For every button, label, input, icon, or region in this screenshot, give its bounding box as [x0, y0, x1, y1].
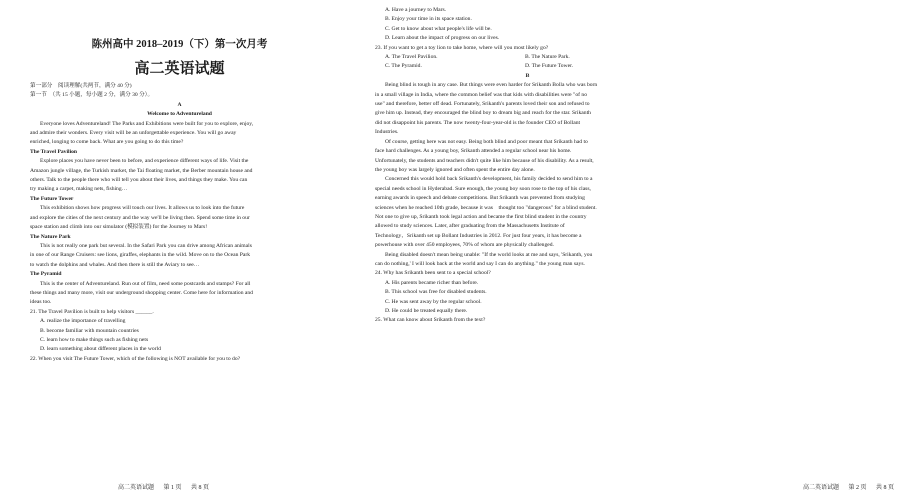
text-line: Not one to give up, Srikanth took legal action and became the first blind student in the country — [375, 213, 587, 220]
q22-options — [375, 6, 680, 53]
text-line: did not disappoint his parents. The now twenty-four-year-old is the founder CEO of Bollant — [375, 119, 581, 126]
text-line: 25. What can know about Srikanth from the text? — [375, 317, 486, 324]
answer-option: B. become familiar with mountain countries — [40, 327, 139, 334]
option-a: A. The Travel Pavilion. — [385, 54, 438, 61]
text-line: 24. Why has Srikanth been sent to a special school? — [375, 270, 491, 277]
option-b: B. The Nature Park. — [525, 54, 570, 61]
text-line: ideas too. — [30, 299, 52, 306]
text-line: 22. When you visit The Future Tower, which of the following is NOT available for you to do? — [30, 355, 241, 362]
text-line: This is not really one park but several. In the Safari Park you can drive among African animals — [40, 242, 252, 249]
page-1-footer — [118, 484, 217, 492]
answer-option: B. Enjoy your time in its space station. — [385, 16, 472, 23]
text-line: Everyone loves Adventureland! The Parks and Exhibitions were built for you to explore, enjoy, — [40, 120, 254, 127]
answer-option: C. He was sent away by the regular school. — [385, 298, 482, 305]
text-line: and explore the cities of the next century and the way we'll be living then. Spend some time in our — [30, 214, 250, 221]
footer-subject: 高二英语试题 — [118, 485, 155, 491]
answer-option: B. This school was free for disabled students. — [385, 289, 487, 296]
part-heading: 第一部分 阅读理解(共两节，满分 40 分) — [30, 83, 132, 89]
text-line: This is the center of Adventureland. Run out of film, need some postcards and stamps? For all — [40, 280, 251, 287]
text-line: to watch the dolphins and whales. And then there is still the Aviary to see… — [30, 261, 200, 268]
answer-option: C. Get to know about what people's life will be. — [385, 25, 492, 32]
text-line: allowed to study sciences. Later, after graduating from the Massachusetts Institute of — [375, 223, 565, 230]
text-line: these things and many more, visit our underground shopping center. Come here for information and — [30, 289, 253, 296]
section-heading: The Pyramid — [30, 271, 62, 278]
passage-letter-a: A — [177, 101, 182, 108]
text-line: use" and therefore, better off dead. Fortunately, Srikanth's parents loved their son and refused to — [375, 101, 590, 108]
text-line: Unfortunately, the students and teachers didn't quite like him because of his disability. As a result, — [375, 157, 594, 164]
page-2-footer — [803, 484, 902, 492]
text-line: face hard challenges. As a young boy, Srikanth attended a regular school near his home. — [375, 148, 572, 155]
text-line: Of course, getting here was not easy. Being both blind and poor meant that Srikanth had to — [385, 138, 588, 145]
answer-option: A. His parents became richer than before. — [385, 279, 479, 286]
footer-page-number: 第 1 页 — [163, 485, 182, 491]
text-line: earning awards in speech and debate competitions. But Srikanth was prevented from studying — [375, 195, 585, 202]
passage-letter-b: B — [525, 72, 530, 79]
passage-b-body — [375, 81, 680, 326]
answer-option: A. Have a journey to Mars. — [385, 7, 447, 13]
text-line: others. Talk to the people there who will tell you about their lives, and things they make. You can — [30, 177, 248, 184]
text-line: Being blind is tough in any case. But things were even harder for Srikanth Bolla who was born — [385, 82, 598, 89]
section-heading: The Travel Pavilion — [30, 148, 78, 155]
text-line: This exhibition shows how progress will touch our lives. It allows us to look into the future — [40, 205, 245, 212]
text-line: the young boy was largely ignored and often spent the entire day alone. — [375, 166, 535, 173]
q23-options — [375, 53, 680, 72]
text-line: Amazon jungle village, the Turkish market, the Tai floating market, the Berber mountain house and — [30, 167, 253, 174]
exam-title: 高二英语试题 — [134, 61, 225, 77]
school-title: 陈州高中 2018–2019（下）第一次月考 — [91, 39, 268, 50]
text-line: special needs school in Hyderabad. Sure enough, the young boy soon rose to the top of his class, — [375, 185, 591, 192]
text-line: in a small village in India, where the common belief was that kids with disabilities were "of no — [375, 91, 587, 98]
text-line: powerhouse with over 450 employees, 70% of whom are physically challenged. — [375, 242, 554, 249]
footer-page-total: 共 8 页 — [876, 485, 895, 491]
text-line: enriched, longing to come back. What are you going to do this time? — [30, 139, 184, 146]
text-line: Being disabled doesn't mean being unable: "If the world looks at me and says, 'Srikanth, you — [385, 251, 593, 258]
answer-option: D. He could be treated equally there. — [385, 308, 468, 314]
option-row — [375, 62, 680, 71]
text-line: 21. The Travel Pavilion is built to help visitors ______. — [30, 308, 154, 315]
footer-subject: 高二英语试题 — [803, 485, 840, 491]
section-heading: The Nature Park — [30, 233, 71, 240]
text-line: 23. If you want to get a toy lion to take home, where will you most likely go? — [375, 44, 549, 51]
option-c: C. The Pyramid. — [385, 63, 422, 70]
text-line: try making a carpet, making nets, fishing… — [30, 186, 128, 193]
text-line: give him up. Instead, they encouraged the blind boy to dream big and reach for the star. Srikanth — [375, 110, 591, 117]
section-heading: 第一节 （共 15 小题，每小题 2 分，满分 30 分）。 — [30, 92, 154, 99]
page-1 — [0, 0, 351, 496]
option-row — [375, 53, 680, 62]
answer-option: C. learn how to make things such as fishing nets — [40, 336, 149, 343]
page-2 — [351, 0, 895, 496]
passage-title: Welcome to Adventureland — [147, 111, 212, 118]
footer-page-total: 共 8 页 — [191, 485, 210, 491]
option-d: D. The Future Tower. — [525, 63, 574, 70]
footer-page-number: 第 2 页 — [848, 485, 867, 491]
text-line: Concerned this would hold back Srikanth's development, his family decided to send him to a — [385, 176, 593, 183]
text-line: Technology，Srikanth set up Bollant Industries in 2012. For just four years, it has become a — [375, 232, 582, 239]
text-line: Industries. — [375, 129, 399, 136]
text-line: space station and climb into our simulator (模拟装置) for the Journey to Mars! — [30, 224, 208, 231]
answer-option: A. realize the importance of travelling — [40, 318, 126, 325]
answer-option: D. learn something about different places in the world — [40, 346, 161, 353]
section-heading: The Future Tower — [30, 195, 74, 202]
text-line: Explore places you have never been to before, and experience different ways of life. Visit the — [40, 158, 249, 165]
passage-a-body — [30, 120, 329, 365]
text-line: and admire their wonders. Every visit will be an unforgettable experience. You will go away — [30, 130, 237, 137]
text-line: in one of our Range Cruisers: see lions, giraffes, elephants in the wild. Move on to the Ocean Park — [30, 252, 251, 259]
text-line: can do nothing,' I will look back at the world and say I can do anything." the young man says. — [375, 260, 585, 267]
text-line: sciences when he reached 10th grade, because it was thought too "dangerous" for a blind student. — [375, 204, 597, 211]
answer-option: D. Learn about the impact of progress on our lives. — [385, 35, 500, 42]
